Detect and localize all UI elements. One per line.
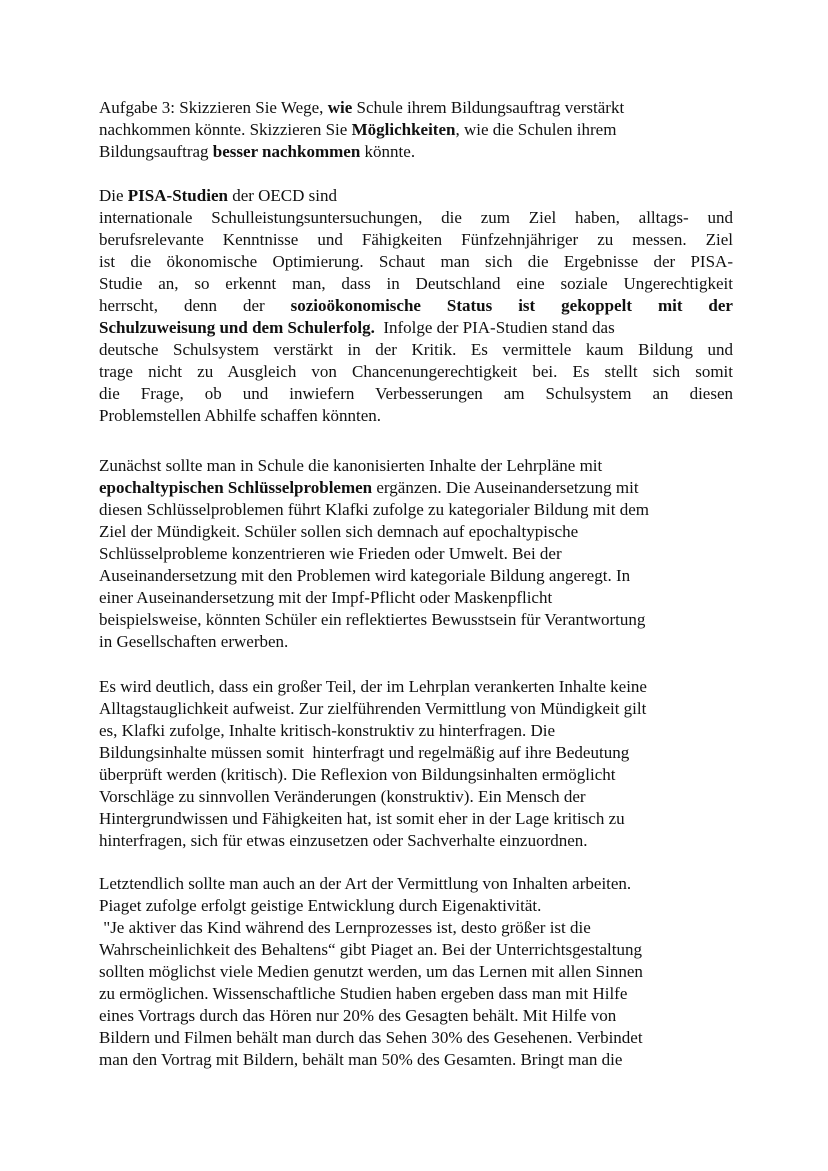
text-line: einer Auseinandersetzung mit der Impf-Pflicht oder Maskenpflicht	[99, 588, 553, 607]
bold-text: epochaltypischen Schlüsselproblemen	[99, 478, 373, 497]
text-line	[99, 119, 733, 141]
text-line: in Gesellschaften erwerben.	[99, 632, 289, 651]
text-line: Piaget zufolge erfolgt geistige Entwicklung durch Eigenaktivität.	[99, 896, 542, 915]
text-line: sollten möglichst viele Medien genutzt werden, um das Lernen mit allen Sinnen	[99, 962, 643, 981]
text-run: Die	[99, 186, 128, 205]
text-line: hinterfragen, sich für etwas einzusetzen oder Sachverhalte einzuordnen.	[99, 831, 588, 850]
text-line: diesen Schlüsselproblemen führt Klafki zufolge zu kategorialer Bildung mit dem	[99, 500, 649, 519]
text-line	[99, 477, 733, 499]
text-line: Letztendlich sollte man auch an der Art der Vermittlung von Inhalten arbeiten.	[99, 874, 632, 893]
text-line: die Frage, ob und inwiefern Verbesserungen am Schulsystem an diesen	[99, 384, 733, 403]
text-run: Bildungsauftrag	[99, 142, 213, 161]
text-line: Es wird deutlich, dass ein großer Teil, der im Lehrplan verankerten Inhalte keine	[99, 677, 647, 696]
text-line: Hintergrundwissen und Fähigkeiten hat, ist somit eher in der Lage kritisch zu	[99, 809, 625, 828]
text-line: es, Klafki zufolge, Inhalte kritisch-konstruktiv zu hinterfragen. Die	[99, 721, 556, 740]
text-line: Schlüsselprobleme konzentrieren wie Frieden oder Umwelt. Bei der	[99, 544, 562, 563]
text-run: ergänzen. Die Auseinandersetzung mit	[372, 478, 639, 497]
bold-text: Schulzuweisung und dem Schulerfolg.	[99, 318, 375, 337]
text-line: eines Vortrags durch das Hören nur 20% des Gesagten behält. Mit Hilfe von	[99, 1006, 617, 1025]
text-run: der OECD sind	[227, 186, 338, 205]
text-run: Aufgabe 3: Skizzieren Sie Wege,	[99, 98, 328, 117]
bold-text: besser nachkommen	[212, 142, 361, 161]
text-line	[99, 141, 733, 163]
text-line: Bildungsinhalte müssen somit hinterfragt und regelmäßig auf ihre Bedeutung	[99, 743, 630, 762]
text-line: zu ermöglichen. Wissenschaftliche Studien haben ergeben dass man mit Hilfe	[99, 984, 628, 1003]
text-line: berufsrelevante Kenntnisse und Fähigkeiten Fünfzehnjähriger zu messen. Ziel	[99, 230, 733, 249]
text-line: ist die ökonomische Optimierung. Schaut man sich die Ergebnisse der PISA-	[99, 252, 733, 271]
bold-text: PISA-Studien	[127, 186, 228, 205]
text-line: Studie an, so erkennt man, dass in Deutschland eine soziale Ungerechtigkeit	[99, 274, 733, 293]
text-line: man den Vortrag mit Bildern, behält man 50% des Gesamten. Bringt man die	[99, 1050, 623, 1069]
paragraph-kritisch-konstruktiv	[99, 676, 733, 852]
text-line: Auseinandersetzung mit den Problemen wird kategoriale Bildung angeregt. In	[99, 566, 631, 585]
text-line: trage nicht zu Ausgleich von Chancenungerechtigkeit bei. Es stellt sich somit	[99, 362, 733, 381]
paragraph-schluesselprobleme	[99, 455, 733, 653]
text-line: überprüft werden (kritisch). Die Reflexion von Bildungsinhalten ermöglicht	[99, 765, 616, 784]
text-run: Schule ihrem Bildungsauftrag verstärkt	[352, 98, 625, 117]
text-line: Alltagstauglichkeit aufweist. Zur zielführenden Vermittlung von Mündigkeit gilt	[99, 699, 647, 718]
text-run: Infolge der PIA-Studien stand das	[374, 318, 615, 337]
paragraph-pisa	[99, 185, 733, 427]
text-run: , wie die Schulen ihrem	[455, 120, 617, 139]
text-line: internationale Schulleistungsuntersuchungen, die zum Ziel haben, alltags- und	[99, 208, 733, 227]
bold-text: sozioökonomische Status ist gekoppelt mit der	[290, 296, 733, 315]
bold-text: wie	[327, 98, 353, 117]
text-line: Zunächst sollte man in Schule die kanonisierten Inhalte der Lehrpläne mit	[99, 456, 603, 475]
task-heading	[99, 97, 733, 163]
text-run: nachkommen könnte. Skizzieren Sie	[99, 120, 352, 139]
text-line: Bildern und Filmen behält man durch das Sehen 30% des Gesehenen. Verbindet	[99, 1028, 643, 1047]
text-run: könnte.	[360, 142, 416, 161]
text-line: Ziel der Mündigkeit. Schüler sollen sich demnach auf epochaltypische	[99, 522, 579, 541]
text-run: herrscht, denn der	[99, 296, 291, 315]
paragraph-vermittlung	[99, 873, 733, 1071]
text-line	[99, 317, 733, 339]
text-line	[99, 97, 733, 119]
text-line	[99, 295, 733, 317]
text-line: Vorschläge zu sinnvollen Veränderungen (konstruktiv). Ein Mensch der	[99, 787, 586, 806]
text-line	[99, 185, 733, 207]
text-line: deutsche Schulsystem verstärkt in der Kritik. Es vermittele kaum Bildung und	[99, 340, 733, 359]
text-line: "Je aktiver das Kind während des Lernprozesses ist, desto größer ist die	[99, 918, 591, 937]
text-line: Problemstellen Abhilfe schaffen könnten.	[99, 406, 382, 425]
text-line: beispielsweise, könnten Schüler ein reflektiertes Bewusstsein für Verantwortung	[99, 610, 646, 629]
text-line: Wahrscheinlichkeit des Behaltens“ gibt Piaget an. Bei der Unterrichtsgestaltung	[99, 940, 642, 959]
bold-text: Möglichkeiten	[351, 120, 456, 139]
